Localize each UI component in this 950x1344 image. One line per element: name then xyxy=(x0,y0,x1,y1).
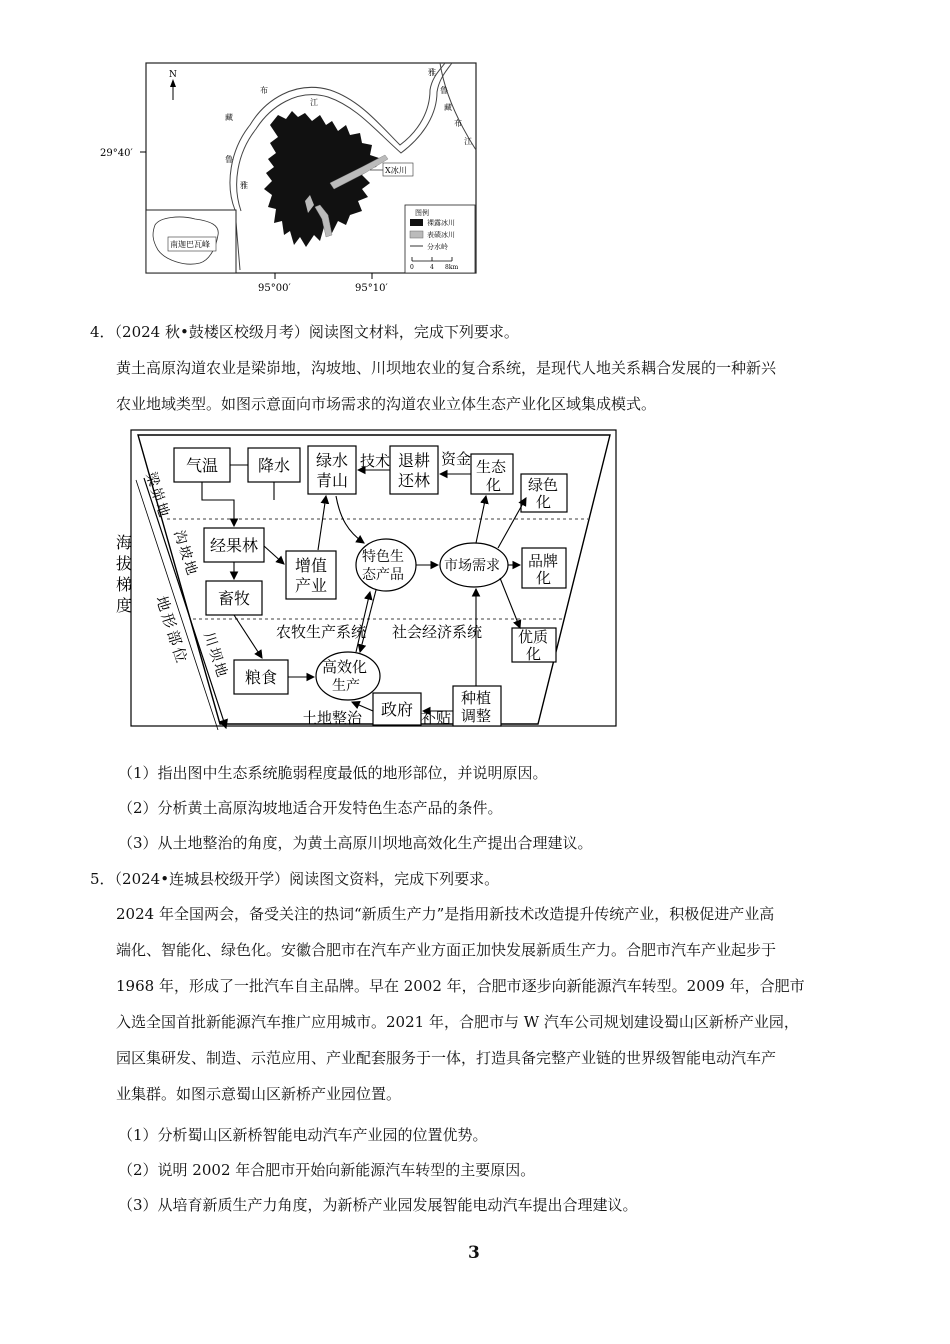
box-jiangshui: 降水 xyxy=(258,456,291,475)
label-jishu: 技术 xyxy=(360,452,391,470)
box-lvshui-1: 绿水 xyxy=(316,451,349,470)
box-shengtai-2: 化 xyxy=(486,476,502,494)
axis-char: 梯 xyxy=(116,575,133,594)
glacier-map xyxy=(100,55,490,300)
axis-char: 拔 xyxy=(116,554,133,573)
q4-paragraph xyxy=(116,350,861,422)
north-label: N xyxy=(169,70,177,80)
box-zhengfu: 政府 xyxy=(381,700,414,719)
q4-para-line: 黄土高原沟道农业是梁峁地，沟坡地、川坝地农业的复合系统，是现代人地关系耦合发展的一种新兴 xyxy=(116,359,777,377)
box-youzhi-1: 优质 xyxy=(518,628,549,646)
q5-para-line: 2024 年全国两会，备受关注的热词“新质生产力”是指用新技术改造提升传统产业，积极促进产业高 xyxy=(116,905,775,923)
label-socio-system: 社会经济系统 xyxy=(392,623,483,641)
q5-para-line: 入选全国首批新能源汽车推广应用城市。2021 年，合肥市与 W 汽车公司规划建设蜀山区新桥产业园， xyxy=(116,1013,799,1031)
q5-para-line: 园区集研发、制造、示范应用、产业配套服务于一体，打造具备完整产业链的世界级智能电动汽车产 xyxy=(116,1049,777,1067)
label-agri-system: 农牧生产系统 xyxy=(276,623,367,641)
landform-char: 形 xyxy=(157,610,180,631)
q4-para-line: 农业地域类型。如图示意面向市场需求的沟道农业立体生态产业化区域集成模式。 xyxy=(116,395,657,413)
zone-bot-char: 川 xyxy=(200,630,220,649)
ellipse-tese-2: 态产品 xyxy=(362,567,404,583)
box-zhongzhi-1: 种植 xyxy=(461,689,492,707)
box-youzhi-2: 化 xyxy=(526,645,542,663)
q4-header: 4．（2024 秋•鼓楼区校级月考）阅读图文材料，完成下列要求。 xyxy=(90,323,519,341)
box-qiwen: 气温 xyxy=(186,456,219,475)
river-char: 藏 xyxy=(225,113,233,122)
river-char: 江 xyxy=(310,98,318,107)
zone-mid-char: 坡 xyxy=(175,543,195,562)
box-lvse-2: 化 xyxy=(536,493,552,511)
river-char: 江 xyxy=(464,137,472,146)
river-char: 布 xyxy=(454,119,462,128)
legend-item: 分水岭 xyxy=(427,243,448,251)
river-char: 鲁 xyxy=(225,155,233,164)
box-jingguo: 经果林 xyxy=(210,536,259,555)
zone-top-char: 梁 xyxy=(142,470,162,489)
zone-mid-char: 地 xyxy=(180,558,200,577)
q5-question-1: （1）分析蜀山区新桥智能电动汽车产业园的位置优势。 xyxy=(118,1126,488,1144)
box-zengzhi-2: 产业 xyxy=(295,576,328,595)
scale-label: 8km xyxy=(445,264,459,271)
ellipse-tese-1: 特色生 xyxy=(362,549,404,565)
q5-para-line: 端化、智能化、绿色化。安徽合肥市在汽车产业方面正加快发展新质生产力。合肥市汽车产业起步于 xyxy=(116,941,777,959)
landform-char: 位 xyxy=(168,645,191,665)
q4-question-1: （1）指出图中生态系统脆弱程度最低的地形部位，并说明原因。 xyxy=(118,764,548,782)
box-liangshi: 粮食 xyxy=(245,668,278,687)
zone-mid-char: 沟 xyxy=(170,528,190,547)
q5-para-line: 业集群。如图示意蜀山区新桥产业园位置。 xyxy=(116,1085,402,1103)
box-pinpai-1: 品牌 xyxy=(528,552,559,570)
page-number: 3 xyxy=(468,1243,480,1263)
q5-question-2: （2）说明 2002 年合肥市开始向新能源汽车转型的主要原因。 xyxy=(118,1161,536,1179)
river-char: 布 xyxy=(260,86,268,95)
scale-label: 4 xyxy=(430,264,434,271)
q4-question-2: （2）分析黄土高原沟坡地适合开发特色生态产品的条件。 xyxy=(118,799,503,817)
landform-char: 地 xyxy=(152,593,174,614)
ellipse-shichang: 市场需求 xyxy=(444,558,500,574)
q4-question-3: （3）从土地整治的角度，为黄土高原川坝地高效化生产提出合理建议。 xyxy=(118,834,593,852)
box-shengtai-1: 生态 xyxy=(476,458,507,476)
q5-question-3: （3）从培育新质生产力角度，为新桥产业园发展智能电动汽车提出合理建议。 xyxy=(118,1196,638,1214)
axis-char: 海 xyxy=(116,533,133,552)
zone-top-char: 地 xyxy=(152,500,172,519)
river-char: 藏 xyxy=(444,103,452,112)
legend-title: 图例 xyxy=(415,209,429,217)
river-char: 雅 xyxy=(428,68,436,77)
lon-label-2: 95°10′ xyxy=(355,283,388,294)
label-tudi: 土地整治 xyxy=(302,709,363,727)
box-tuigeng-1: 退耕 xyxy=(398,451,431,470)
lat-label: 29°40′ xyxy=(100,148,133,159)
label-zijin: 资金 xyxy=(441,450,472,468)
box-pinpai-2: 化 xyxy=(536,569,552,587)
glacier-label: X冰川 xyxy=(385,166,407,175)
box-lvse-1: 绿色 xyxy=(528,476,559,494)
legend-item: 裸露冰川 xyxy=(427,219,455,227)
river-char: 鲁 xyxy=(440,86,448,95)
inset-label: 南迦巴瓦峰 xyxy=(170,240,210,249)
zone-bot-char: 坝 xyxy=(205,645,225,664)
box-lvshui-2: 青山 xyxy=(316,471,349,490)
label-butie: 补贴 xyxy=(421,709,452,727)
agri-system-diagram xyxy=(108,428,618,730)
box-tuigeng-2: 还林 xyxy=(398,471,431,490)
q5-paragraph xyxy=(116,896,861,1112)
q5-para-line: 1968 年，形成了一批汽车自主品牌。早在 2002 年，合肥市逐步向新能源汽车转型。2009 年，合肥市 xyxy=(116,977,805,995)
ellipse-gaoxiao-2: 生产 xyxy=(332,678,360,694)
axis-char: 度 xyxy=(116,596,133,615)
legend-item: 表碛冰川 xyxy=(427,231,455,239)
scale-label: 0 xyxy=(410,264,414,271)
box-zengzhi-1: 增值 xyxy=(295,556,328,575)
box-zhongzhi-2: 调整 xyxy=(461,707,492,725)
zone-top-char: 峁 xyxy=(147,485,167,504)
q5-header: 5．（2024•连城县校级开学）阅读图文资料，完成下列要求。 xyxy=(90,870,500,888)
box-xumu: 畜牧 xyxy=(218,589,251,608)
lon-label-1: 95°00′ xyxy=(258,283,291,294)
zone-bot-char: 地 xyxy=(210,660,230,679)
ellipse-gaoxiao-1: 高效化 xyxy=(322,658,368,676)
river-char: 雅 xyxy=(240,181,248,190)
landform-char: 部 xyxy=(163,627,186,648)
